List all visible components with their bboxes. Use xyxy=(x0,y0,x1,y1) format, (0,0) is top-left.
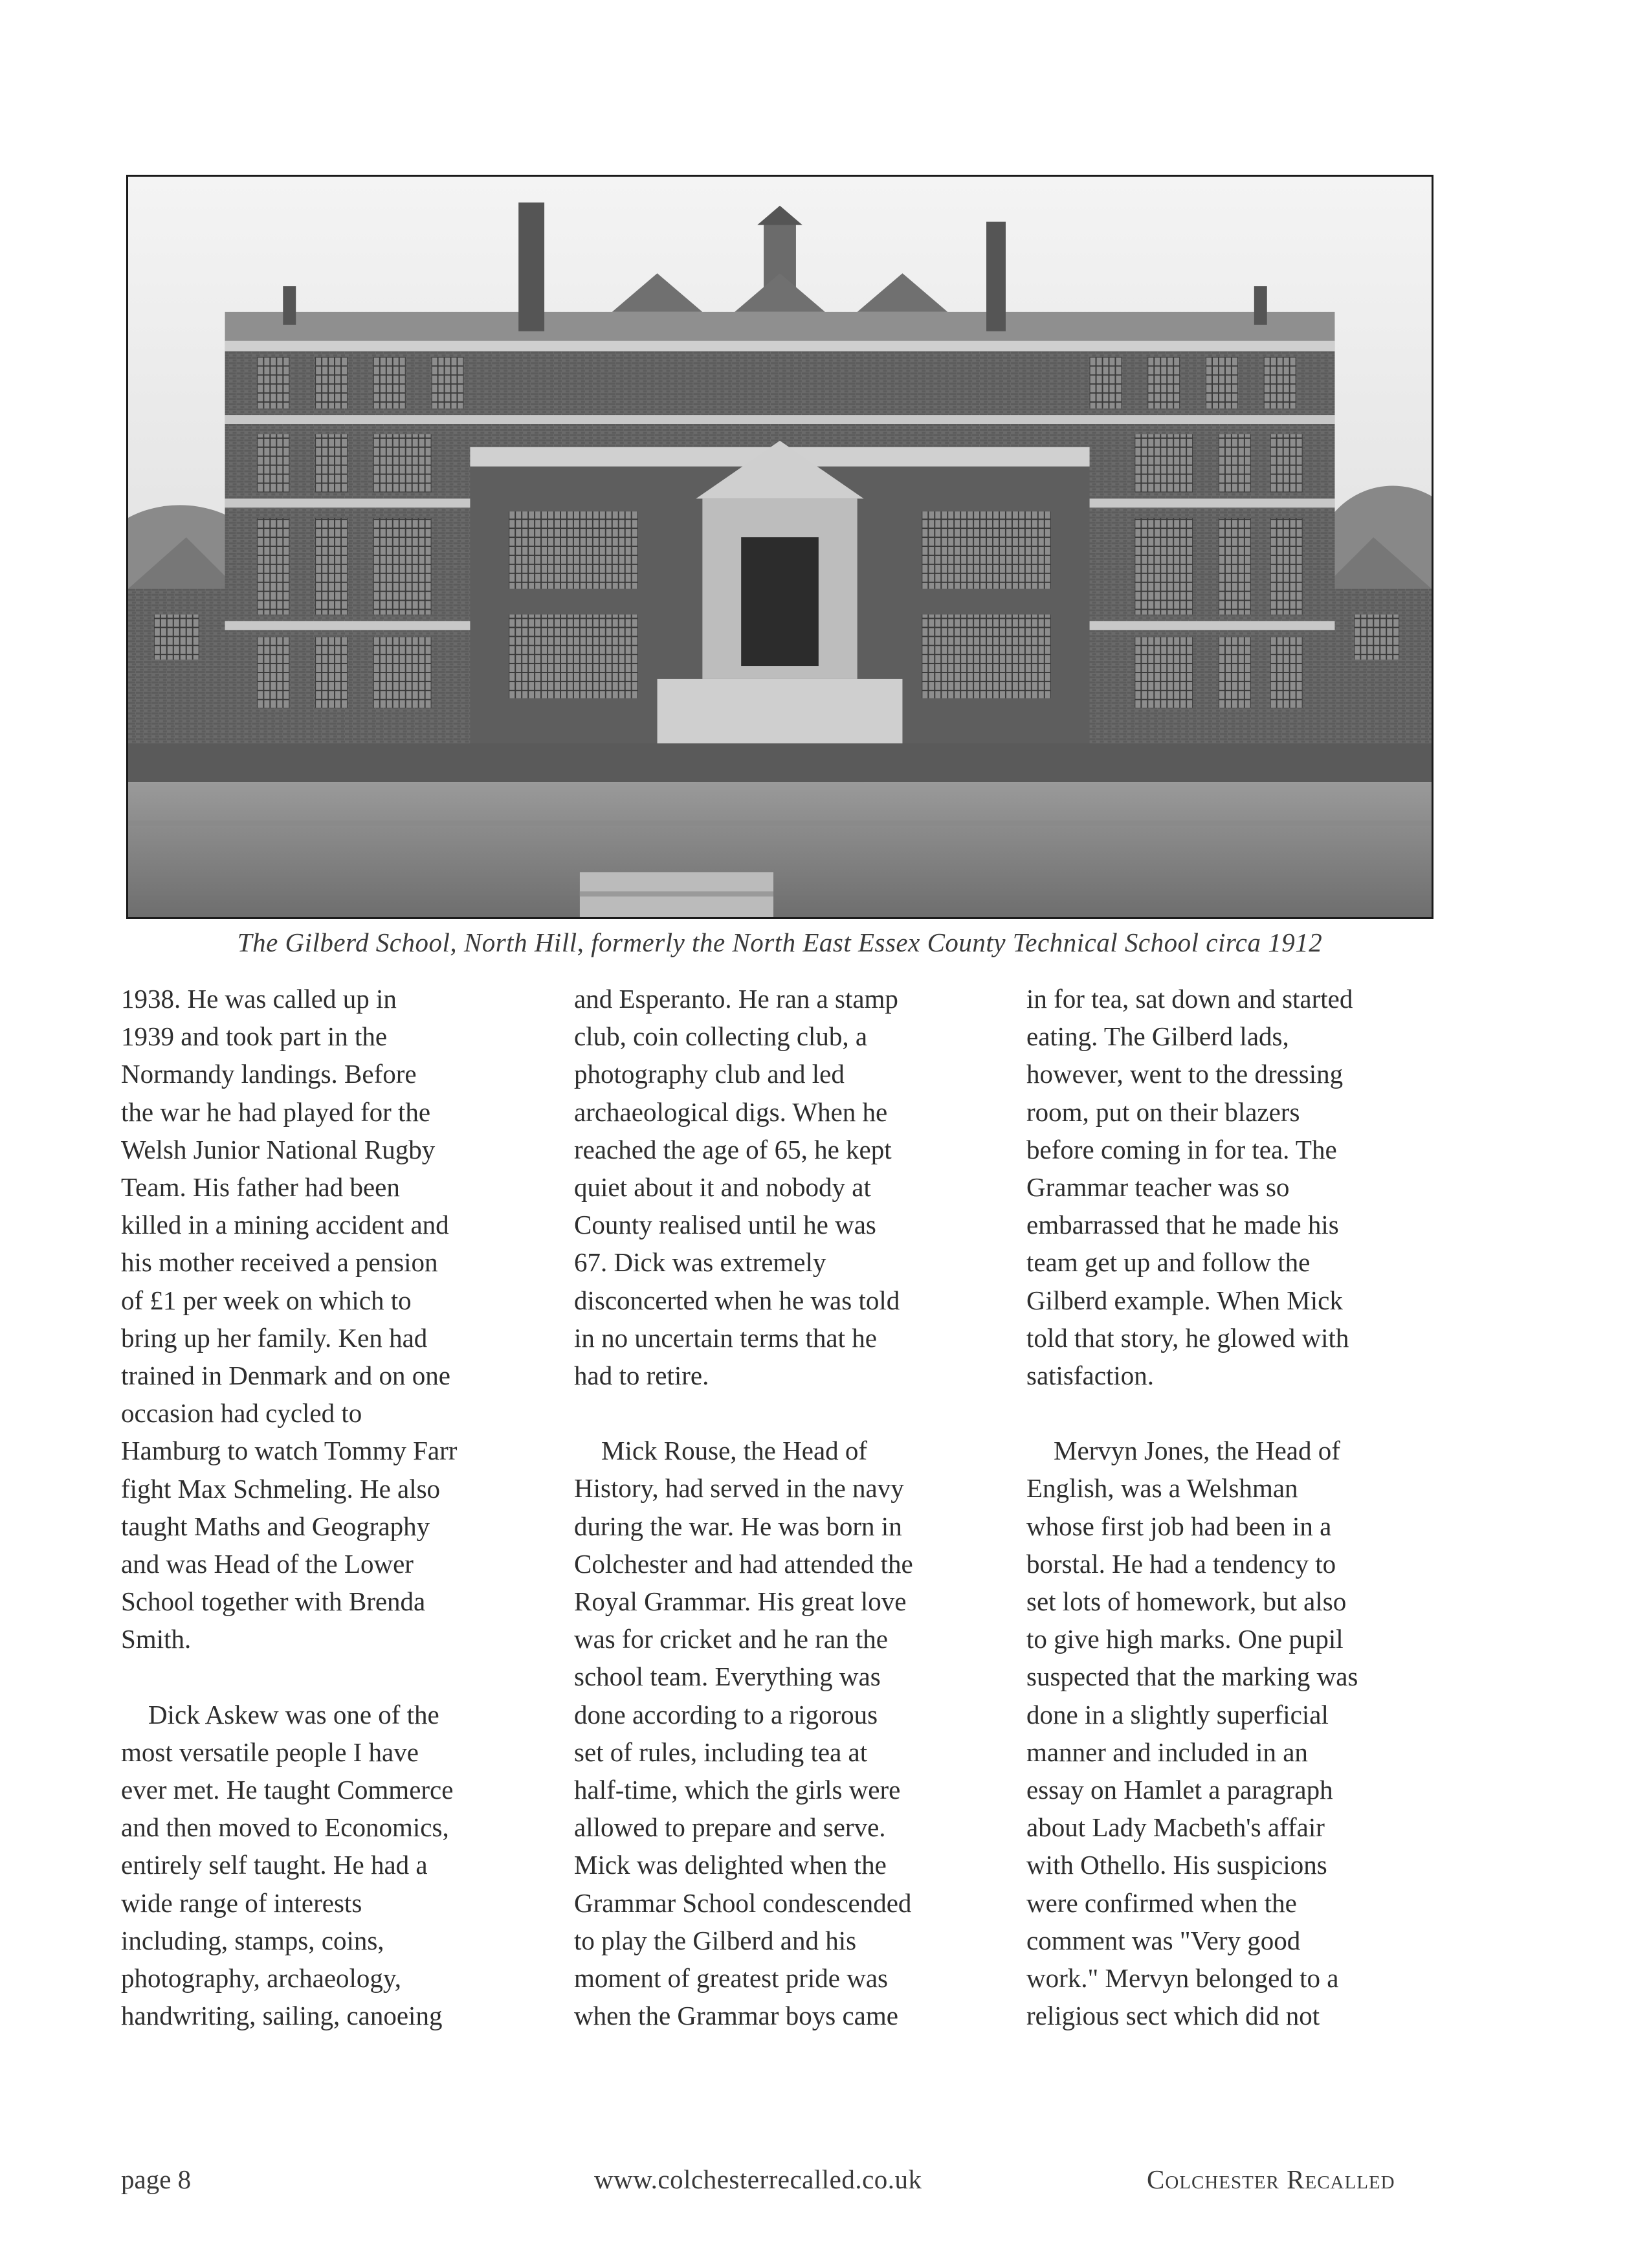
text-line: disconcerted when he was told xyxy=(574,1285,900,1315)
text-line: Grammar teacher was so xyxy=(1026,1172,1290,1203)
paragraph xyxy=(121,980,535,1658)
text-line: bring up her family. Ken had xyxy=(121,1322,428,1353)
text-line: done according to a rigorous xyxy=(574,1699,878,1729)
building-photo xyxy=(126,175,1433,919)
text-line: entirely self taught. He had a xyxy=(121,1850,428,1880)
website-url: www.colchesterrecalled.co.uk xyxy=(594,2164,922,2194)
text-line: moment of greatest pride was xyxy=(574,1963,889,1994)
text-line: satisfaction. xyxy=(1026,1361,1154,1391)
text-line: and then moved to Economics, xyxy=(121,1812,449,1843)
text-line: photography, archaeology, xyxy=(121,1963,402,1994)
text-column-2 xyxy=(574,980,988,2034)
text-line: when the Grammar boys came xyxy=(574,2001,898,2031)
text-line: before coming in for tea. The xyxy=(1026,1134,1337,1164)
text-line: and was Head of the Lower xyxy=(121,1549,414,1579)
text-line: was for cricket and he ran the xyxy=(574,1624,888,1654)
text-line: killed in a mining accident and xyxy=(121,1210,449,1240)
text-line: including, stamps, coins, xyxy=(121,1925,384,1955)
paragraph xyxy=(574,980,988,1394)
text-line: History, had served in the navy xyxy=(574,1473,904,1504)
text-line: comment was "Very good xyxy=(1026,1925,1301,1955)
text-line: half-time, which the girls were xyxy=(574,1775,901,1805)
text-line: quiet about it and nobody at xyxy=(574,1172,871,1203)
text-line: Team. His father had been xyxy=(121,1172,400,1203)
text-line: to play the Gilberd and his xyxy=(574,1925,857,1955)
text-line: suspected that the marking was xyxy=(1026,1662,1358,1692)
text-line: 1939 and took part in the xyxy=(121,1021,388,1052)
text-line: archaeological digs. When he xyxy=(574,1096,888,1127)
text-line: had to retire. xyxy=(574,1361,709,1391)
text-line: photography club and led xyxy=(574,1059,845,1089)
text-line: whose first job had been in a xyxy=(1026,1511,1332,1541)
text-line: in for tea, sat down and started xyxy=(1026,984,1353,1014)
text-line: Welsh Junior National Rugby xyxy=(121,1134,436,1164)
text-line: 67. Dick was extremely xyxy=(574,1247,826,1278)
text-line: essay on Hamlet a paragraph xyxy=(1026,1775,1333,1805)
text-line: Grammar School condescended xyxy=(574,1887,912,1918)
text-line: Mick Rouse, the Head of xyxy=(601,1436,868,1466)
text-line: County realised until he was xyxy=(574,1210,876,1240)
photo-caption: The Gilberd School, North Hill, formerly the North East Essex County Technical School circa 1912 xyxy=(237,928,1323,957)
publication-title: Colchester Recalled xyxy=(1147,2164,1395,2194)
text-line: Gilberd example. When Mick xyxy=(1026,1285,1343,1315)
text-column-1 xyxy=(121,980,535,2034)
text-line: Colchester and had attended the xyxy=(574,1548,913,1579)
text-line: of £1 per week on which to xyxy=(121,1285,412,1315)
text-line: borstal. He had a tendency to xyxy=(1026,1548,1336,1579)
text-line: set of rules, including tea at xyxy=(574,1737,868,1767)
text-line: handwriting, sailing, canoeing xyxy=(121,2001,443,2031)
text-line: taught Maths and Geography xyxy=(121,1511,430,1541)
text-line: allowed to prepare and serve. xyxy=(574,1812,886,1843)
text-line: ever met. He taught Commerce xyxy=(121,1775,454,1805)
text-line: the war he had played for the xyxy=(121,1096,431,1127)
text-line: Mick was delighted when the xyxy=(574,1850,887,1880)
text-line: embarrassed that he made his xyxy=(1026,1210,1339,1240)
text-line: Mervyn Jones, the Head of xyxy=(1054,1436,1340,1466)
text-line: religious sect which did not xyxy=(1026,2001,1320,2031)
text-line: team get up and follow the xyxy=(1026,1247,1311,1278)
text-line: most versatile people I have xyxy=(121,1737,419,1767)
text-line: School together with Brenda xyxy=(121,1586,426,1617)
text-line: and Esperanto. He ran a stamp xyxy=(574,984,898,1014)
text-line: school team. Everything was xyxy=(574,1662,881,1692)
paragraph xyxy=(121,1696,535,2035)
text-line: in no uncertain terms that he xyxy=(574,1322,877,1353)
text-line: trained in Denmark and on one xyxy=(121,1361,450,1391)
text-line: his mother received a pension xyxy=(121,1247,438,1278)
school-building-illustration xyxy=(128,177,1432,917)
page-number: page 8 xyxy=(121,2164,192,2194)
text-line: however, went to the dressing xyxy=(1026,1059,1344,1089)
text-line: wide range of interests xyxy=(121,1887,362,1918)
text-line: Dick Askew was one of the xyxy=(148,1699,439,1729)
text-line: English, was a Welshman xyxy=(1026,1473,1298,1504)
text-column-3 xyxy=(1026,980,1466,2034)
text-line: room, put on their blazers xyxy=(1026,1096,1300,1127)
text-line: set lots of homework, but also xyxy=(1026,1586,1347,1617)
text-line: Royal Grammar. His great love xyxy=(574,1586,907,1617)
text-line: about Lady Macbeth's affair xyxy=(1026,1812,1325,1843)
text-line: Normandy landings. Before xyxy=(121,1059,417,1089)
text-line: to give high marks. One pupil xyxy=(1026,1624,1344,1654)
paragraph xyxy=(1026,1432,1466,2034)
text-line: manner and included in an xyxy=(1026,1737,1308,1767)
text-line: club, coin collecting club, a xyxy=(574,1021,868,1052)
text-line: occasion had cycled to xyxy=(121,1398,362,1429)
text-line: eating. The Gilberd lads, xyxy=(1026,1021,1289,1052)
text-line: during the war. He was born in xyxy=(574,1511,902,1541)
text-line: were confirmed when the xyxy=(1026,1887,1297,1918)
text-line: done in a slightly superficial xyxy=(1026,1699,1329,1729)
text-line: reached the age of 65, he kept xyxy=(574,1134,892,1164)
text-line: fight Max Schmeling. He also xyxy=(121,1473,441,1504)
text-line: Hamburg to watch Tommy Farr xyxy=(121,1436,458,1466)
paragraph xyxy=(574,1432,988,2034)
text-line: told that story, he glowed with xyxy=(1026,1322,1349,1353)
text-line: Smith. xyxy=(121,1624,192,1654)
paragraph xyxy=(1026,980,1466,1394)
text-line: with Othello. His suspicions xyxy=(1026,1850,1327,1880)
text-line: work." Mervyn belonged to a xyxy=(1026,1963,1339,1994)
text-line: 1938. He was called up in xyxy=(121,984,397,1014)
